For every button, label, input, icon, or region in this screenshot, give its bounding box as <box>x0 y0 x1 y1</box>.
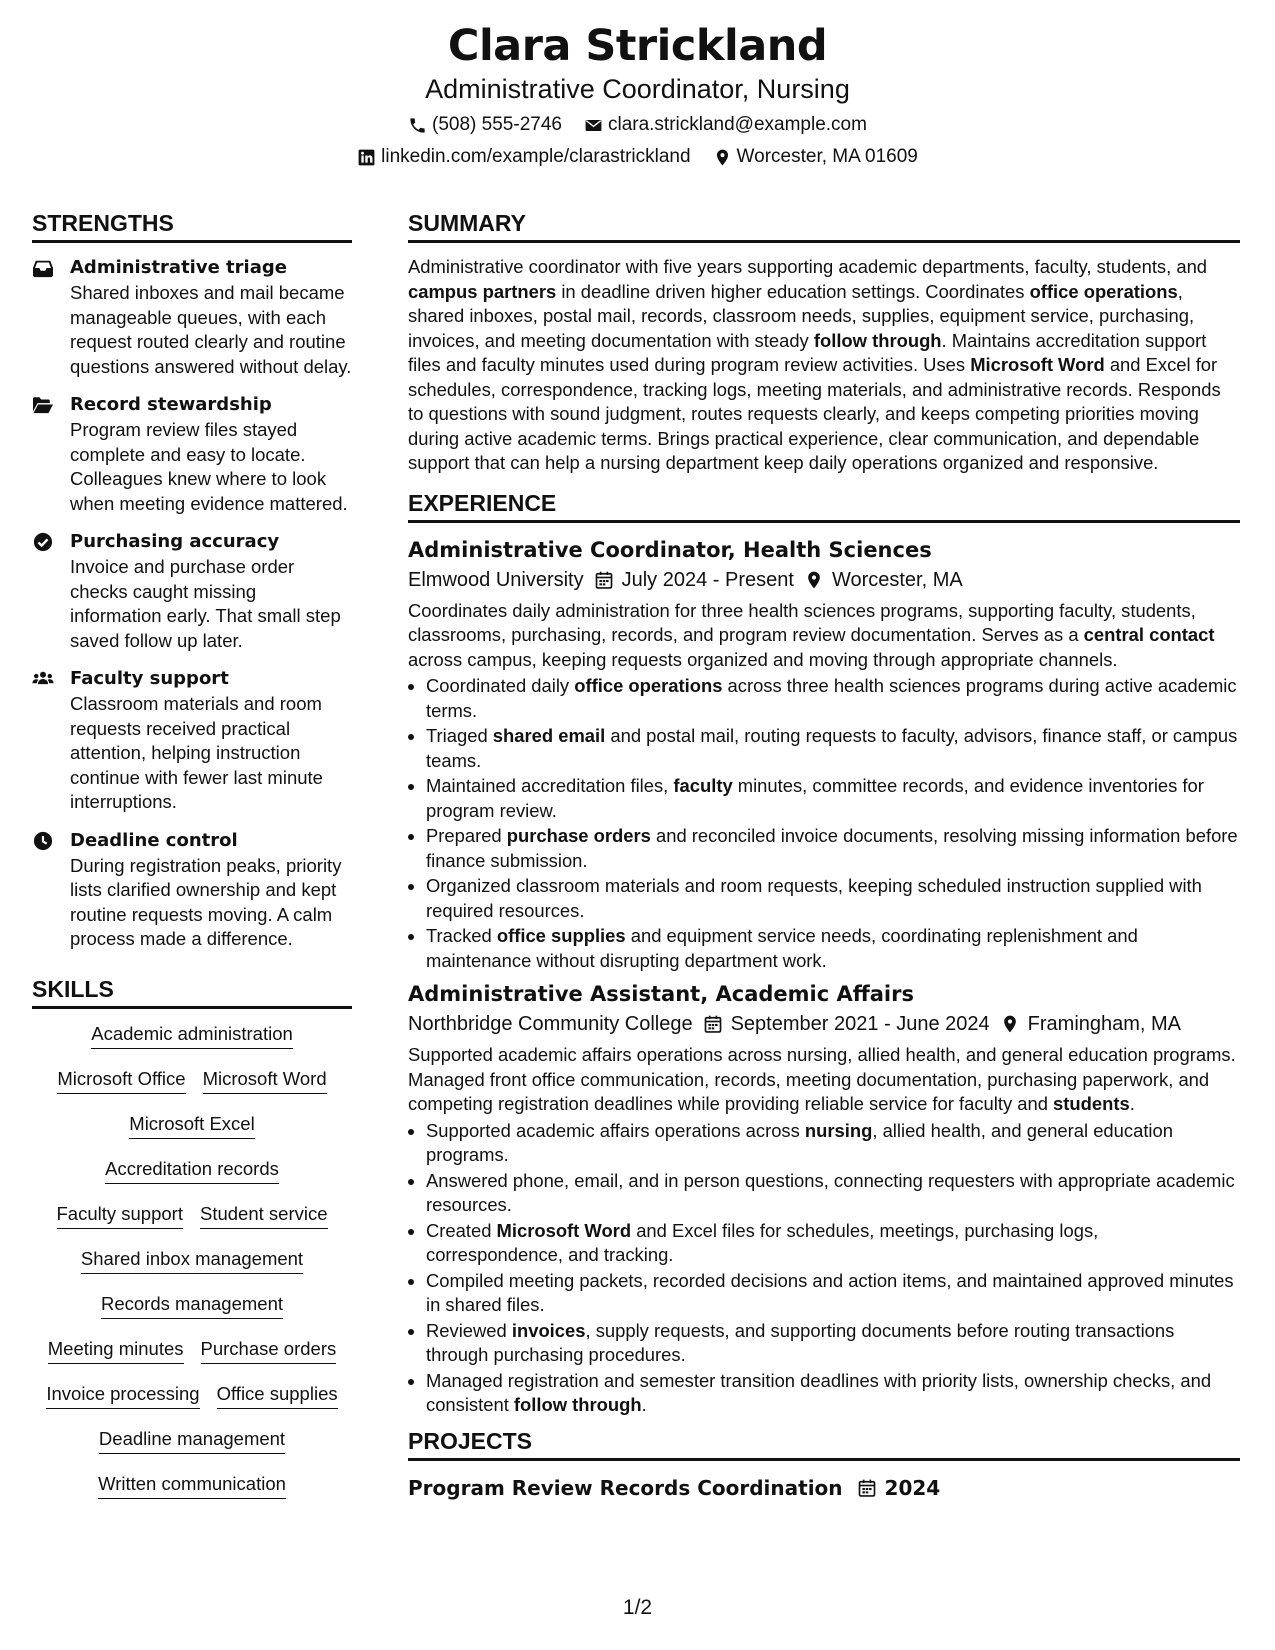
strength-description: Program review files stayed complete and easy to locate. Colleagues knew where to look when meeting evidence mattered. <box>70 419 348 514</box>
folder-open-icon <box>32 392 56 516</box>
text-segment: , supply requests, and supporting documents before routing transactions through purchasing procedures. <box>426 1319 1175 1365</box>
bullet-item <box>426 724 1240 773</box>
bullet-item <box>426 1219 1240 1268</box>
right-column <box>408 208 1240 1503</box>
text-segment: Supported academic affairs operations across nursing, allied health, and general education programs. Managed front office communication, records, meeting documentation, purchasing paperwork, and competing registration deadlines while providing reliable service for faculty and <box>408 1044 1236 1114</box>
skills-row <box>32 1291 352 1336</box>
location-text: Worcester, MA 01609 <box>736 146 918 167</box>
text-segment: Compiled meeting packets, recorded decisions and action items, and maintained approved minutes in shared files. <box>426 1269 1234 1315</box>
text-segment: Coordinated daily <box>426 675 575 696</box>
text-segment: Supported academic affairs operations across <box>426 1119 805 1141</box>
projects-heading: PROJECTS <box>408 1426 1240 1461</box>
text-segment: Maintained accreditation files, <box>426 775 674 796</box>
skills-row <box>32 1246 352 1291</box>
contact-row-1 <box>0 110 1275 140</box>
strength-item <box>32 529 352 653</box>
map-pin-icon <box>804 570 824 590</box>
job-title: Administrative Assistant, Academic Affairs <box>408 982 914 1006</box>
bullet-item <box>426 824 1240 873</box>
bold-keyword: faculty <box>673 775 733 796</box>
text-segment: and Excel for schedules, correspondence, tracking logs, meeting materials, and administrative records. Responds to questions with sound judgment, routes requests clearly, and keeps competing priorities moving during active academic terms. Brings practical experience, clear communication, and dependable support that can help a nursing department keep daily operations organized and responsive. <box>408 354 1221 473</box>
bold-keyword: students <box>1053 1093 1130 1114</box>
skill-tag: Shared inbox management <box>81 1246 303 1274</box>
text-segment: , shared inboxes, postal mail, records, classroom needs, supplies, equipment service, purchasing, invoices, and meeting documentation with steady <box>408 280 1195 351</box>
bullet-item <box>426 924 1240 973</box>
text-segment: . Maintains accreditation support files and faculty minutes used during program review activities. Uses <box>408 329 1207 375</box>
skill-tag: Invoice processing <box>46 1381 199 1409</box>
text-segment: Managed registration and semester transition deadlines with priority lists, ownership checks, and consistent <box>426 1369 1212 1415</box>
page-number: 1/2 <box>622 1596 653 1619</box>
experience-heading: EXPERIENCE <box>408 488 1240 523</box>
job-description <box>408 599 1240 673</box>
text-segment: across campus, keeping requests organized and moving through appropriate channels. <box>408 648 1118 670</box>
map-pin-icon <box>713 148 732 167</box>
text-segment: Reviewed <box>426 1319 512 1341</box>
bold-keyword: purchase orders <box>506 825 651 846</box>
job-location <box>804 565 963 595</box>
job-meta <box>408 1009 1240 1039</box>
skills-row <box>32 1471 352 1516</box>
bold-keyword: invoices <box>511 1319 586 1341</box>
bold-keyword: office operations <box>1029 280 1178 302</box>
skill-tag: Academic administration <box>91 1021 293 1049</box>
project-year: 2024 <box>884 1475 941 1500</box>
skills-row <box>32 1111 352 1156</box>
skills-row <box>32 1426 352 1471</box>
users-icon <box>32 666 56 815</box>
envelope-icon <box>584 116 603 135</box>
job-location-text: Worcester, MA <box>831 568 963 591</box>
candidate-title: Administrative Coordinator, Nursing <box>425 74 850 104</box>
job-location-text: Framingham, MA <box>1027 1013 1182 1035</box>
calendar-icon <box>703 1014 723 1034</box>
skill-tag: Meeting minutes <box>48 1336 184 1364</box>
skills-row <box>32 1021 352 1066</box>
strength-item <box>32 666 352 815</box>
experience-entry <box>408 979 1240 1418</box>
skills-row <box>32 1381 352 1426</box>
text-segment: across three health sciences programs during active academic terms. <box>426 675 1237 721</box>
text-segment: . <box>1129 1093 1135 1114</box>
bullet-item <box>426 1269 1240 1318</box>
job-meta <box>408 565 1240 595</box>
job-description <box>408 1043 1240 1117</box>
calendar-icon <box>594 570 614 590</box>
text-segment: Prepared <box>426 825 507 846</box>
check-circle-icon <box>32 529 56 653</box>
project-date <box>857 1473 941 1503</box>
bullet-item <box>426 1319 1240 1368</box>
strength-description: During registration peaks, priority lists clarified ownership and kept routine requests moving. A calm process made a difference. <box>70 854 342 949</box>
project-entry <box>408 1473 1240 1503</box>
text-segment: and postal mail, routing requests to faculty, advisors, finance staff, or campus teams. <box>426 725 1238 771</box>
phone-icon <box>408 116 427 135</box>
bullet-item <box>426 874 1240 923</box>
skill-tag: Microsoft Word <box>203 1066 327 1094</box>
summary-text <box>408 255 1240 476</box>
bold-keyword: shared email <box>492 725 606 746</box>
project-title: Program Review Records Coordination <box>408 1475 843 1500</box>
text-segment: Answered phone, email, and in person questions, connecting requesters with appropriate academic resources. <box>426 1169 1235 1215</box>
strength-title: Purchasing accuracy <box>70 531 280 552</box>
bullet-item <box>426 1369 1240 1418</box>
text-segment: Triaged <box>426 725 493 746</box>
skills-list <box>32 1021 352 1516</box>
skill-tag: Microsoft Excel <box>129 1111 254 1139</box>
strength-item <box>32 828 352 952</box>
job-dates-text: July 2024 - Present <box>621 568 794 591</box>
text-segment: Administrative coordinator with five years supporting academic departments, faculty, students, and <box>408 256 1208 277</box>
job-bullets <box>408 674 1240 973</box>
email-text[interactable]: clara.strickland@example.com <box>607 114 867 135</box>
text-segment: , allied health, and general education programs. <box>426 1119 1173 1165</box>
strength-description: Classroom materials and room requests received practical attention, helping instruction continue with fewer last minute interruptions. <box>70 693 323 812</box>
bullet-item <box>426 774 1240 823</box>
bold-keyword: nursing <box>804 1119 873 1141</box>
linkedin-text[interactable]: linkedin.com/example/clarastrickland <box>381 146 691 167</box>
text-segment: and Excel files for schedules, meetings, purchasing logs, correspondence, and tracking. <box>426 1219 1099 1265</box>
job-dates <box>703 1009 990 1039</box>
employer-name: Northbridge Community College <box>408 1013 693 1035</box>
phone-text: (508) 555-2746 <box>432 114 562 135</box>
skills-row <box>32 1201 352 1246</box>
text-segment: minutes, committee records, and evidence inventories for program review. <box>426 775 1204 821</box>
skill-tag: Student service <box>200 1201 328 1229</box>
location-contact <box>713 142 918 172</box>
strength-title: Administrative triage <box>70 257 287 278</box>
strength-title: Deadline control <box>70 829 238 851</box>
skill-tag: Microsoft Office <box>57 1066 185 1094</box>
job-bullets <box>408 1119 1240 1418</box>
skill-tag: Office supplies <box>217 1381 338 1409</box>
skill-tag: Purchase orders <box>201 1336 337 1364</box>
job-dates <box>594 565 794 595</box>
map-pin-icon <box>1000 1014 1020 1034</box>
bold-keyword: campus partners <box>408 280 557 302</box>
bullet-item <box>426 1169 1240 1218</box>
text-segment: and equipment service needs, coordinating replenishment and maintenance without disrupting department work. <box>426 925 1138 971</box>
clock-icon <box>32 828 56 952</box>
skill-tag: Accreditation records <box>105 1156 279 1184</box>
strength-title: Faculty support <box>70 668 229 689</box>
strength-description: Shared inboxes and mail became manageable queues, with each request routed clearly and routine questions answered without delay. <box>70 282 352 377</box>
email-contact[interactable] <box>584 110 867 140</box>
skill-tag: Records management <box>101 1291 283 1319</box>
contact-row-2 <box>0 142 1275 172</box>
bullet-item <box>426 1119 1240 1168</box>
bold-keyword: follow through <box>813 329 942 351</box>
skills-row <box>32 1156 352 1201</box>
candidate-name: Clara Strickland <box>447 21 828 71</box>
job-location <box>1000 1009 1181 1039</box>
bold-keyword: Microsoft Word <box>970 354 1105 375</box>
skill-tag: Faculty support <box>57 1201 183 1229</box>
strength-item <box>32 255 352 379</box>
skill-tag: Deadline management <box>99 1426 285 1454</box>
bold-keyword: office operations <box>574 675 723 696</box>
text-segment: Coordinates daily administration for three health sciences programs, supporting faculty, students, classrooms, purchasing, records, and program review documentation. Serves as a <box>408 599 1196 645</box>
strengths-heading: STRENGTHS <box>32 208 352 243</box>
strength-description: Invoice and purchase order checks caught missing information early. That small step saved follow up later. <box>70 556 341 651</box>
job-title: Administrative Coordinator, Health Sciences <box>408 537 932 562</box>
calendar-icon <box>857 1478 877 1498</box>
left-column <box>32 208 352 1516</box>
text-segment: Tracked <box>426 925 497 946</box>
linkedin-icon <box>357 148 376 167</box>
text-segment: and reconciled invoice documents, resolving missing information before finance submission. <box>426 825 1238 871</box>
skills-heading: SKILLS <box>32 974 352 1009</box>
strength-title: Record stewardship <box>70 394 272 415</box>
job-dates-text: September 2021 - June 2024 <box>730 1013 990 1035</box>
experience-entry <box>408 535 1240 974</box>
skills-row <box>32 1336 352 1381</box>
skill-tag: Written communication <box>98 1471 286 1499</box>
summary-heading: SUMMARY <box>408 208 1240 243</box>
bold-keyword: central contact <box>1083 624 1215 645</box>
text-segment: . <box>641 1394 647 1415</box>
text-segment: Organized classroom materials and room requests, keeping scheduled instruction supplied with required resources. <box>426 875 1202 921</box>
bold-keyword: Microsoft Word <box>496 1219 632 1241</box>
employer-name: Elmwood University <box>408 568 584 591</box>
inbox-icon <box>32 255 56 379</box>
text-segment: Created <box>426 1219 497 1241</box>
text-segment: in deadline driven higher education settings. Coordinates <box>556 280 1030 302</box>
bold-keyword: follow through <box>513 1394 642 1415</box>
phone-contact <box>408 110 562 140</box>
bold-keyword: office supplies <box>496 925 626 946</box>
skills-row <box>32 1066 352 1111</box>
linkedin-contact[interactable] <box>357 142 690 172</box>
resume-header <box>0 18 1275 172</box>
strength-item <box>32 392 352 516</box>
bullet-item <box>426 674 1240 723</box>
